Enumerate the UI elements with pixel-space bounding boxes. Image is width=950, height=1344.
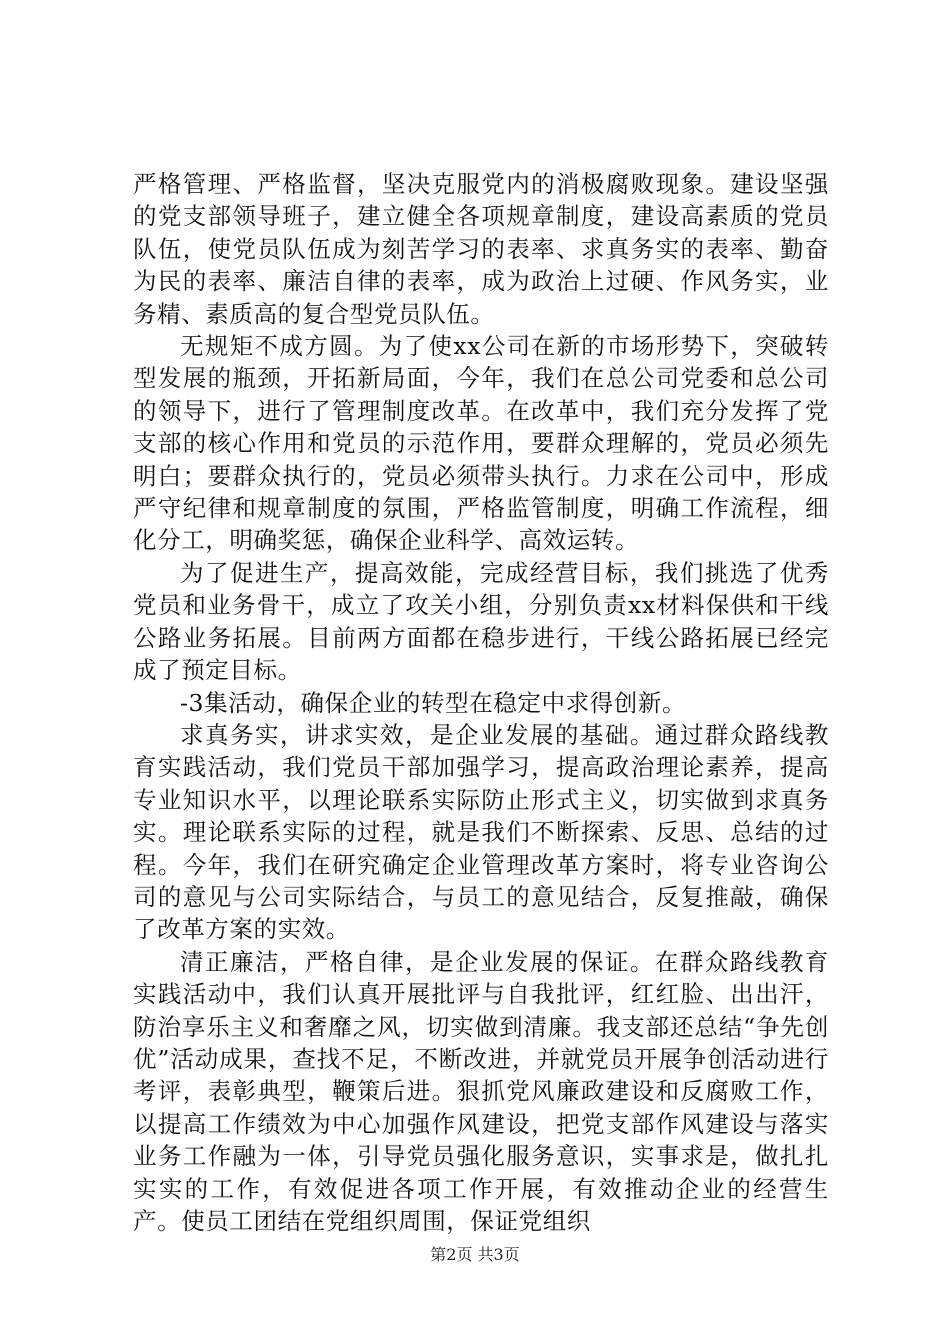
paragraph-2: 无规矩不成方圆。为了使xx公司在新的市场形势下，突破转型发展的瓶颈，开拓新局面，今年，我们在总公司党委和总公司的领导下，进行了管理制度改革。在改革中，我们充分发挥了党支部的核心作用和党员的示范作用，要群众理解的，党员必须先明白；要群众执行的，党员必须带头执行。力求在公司中，形成严守纪律和规章制度的氛围，严格监管制度，明确工作流程，细化分工，明确奖惩，确保企业科学、高效运转。 xyxy=(133,332,829,555)
document-body xyxy=(133,168,829,1237)
paragraph-4: -3集活动，确保企业的转型在稳定中求得创新。 xyxy=(180,688,687,717)
page-footer: 第2页 共3页 xyxy=(430,1245,520,1264)
paragraph-6: 清正廉洁，严格自律，是企业发展的保证。在群众路线教育实践活动中，我们认真开展批评与自我批评，红红脸、出出汗，防治享乐主义和奢靡之风，切实做到清廉。我支部还总结“争先创优”活动成果，查找不足，不断改进，并就党员开展争创活动进行考评，表彰典型，鞭策后进。狠抓党风廉政建设和反腐败工作，以提高工作绩效为中心加强作风建设，把党支部作风建设与落实业务工作融为一体，引导党员强化服务意识，实事求是，做扎扎实实的工作，有效促进各项工作开展，有效推动企业的经营生产。使员工团结在党组织周围，保证党组织 xyxy=(133,947,829,1235)
paragraph-5: 求真务实，讲求实效，是企业发展的基础。通过群众路线教育实践活动，我们党员干部加强学习，提高政治理论素养，提高专业知识水平，以理论联系实际防止形式主义，切实做到求真务实。理论联系实际的过程，就是我们不断探索、反思、总结的过程。今年，我们在研究确定企业管理改革方案时，将专业咨询公司的意见与公司实际结合，与员工的意见结合，反复推敲，确保了改革方案的实效。 xyxy=(133,720,829,944)
paragraph-3: 为了促进生产，提高效能，完成经营目标，我们挑选了优秀党员和业务骨干，成立了攻关小组，分别负责xx材料保供和干线公路业务拓展。目前两方面都在稳步进行，干线公路拓展已经完成了预定目标。 xyxy=(133,558,829,685)
paragraph-1: 严格管理、严格监督，坚决克服党内的消极腐败现象。建设坚强的党支部领导班子，建立健全各项规章制度，建设高素质的党员队伍，使党员队伍成为刻苦学习的表率、求真务实的表率、勤奋为民的表率、廉洁自律的表率，成为政治上过硬、作风务实，业务精、素质高的复合型党员队伍。 xyxy=(133,170,829,328)
